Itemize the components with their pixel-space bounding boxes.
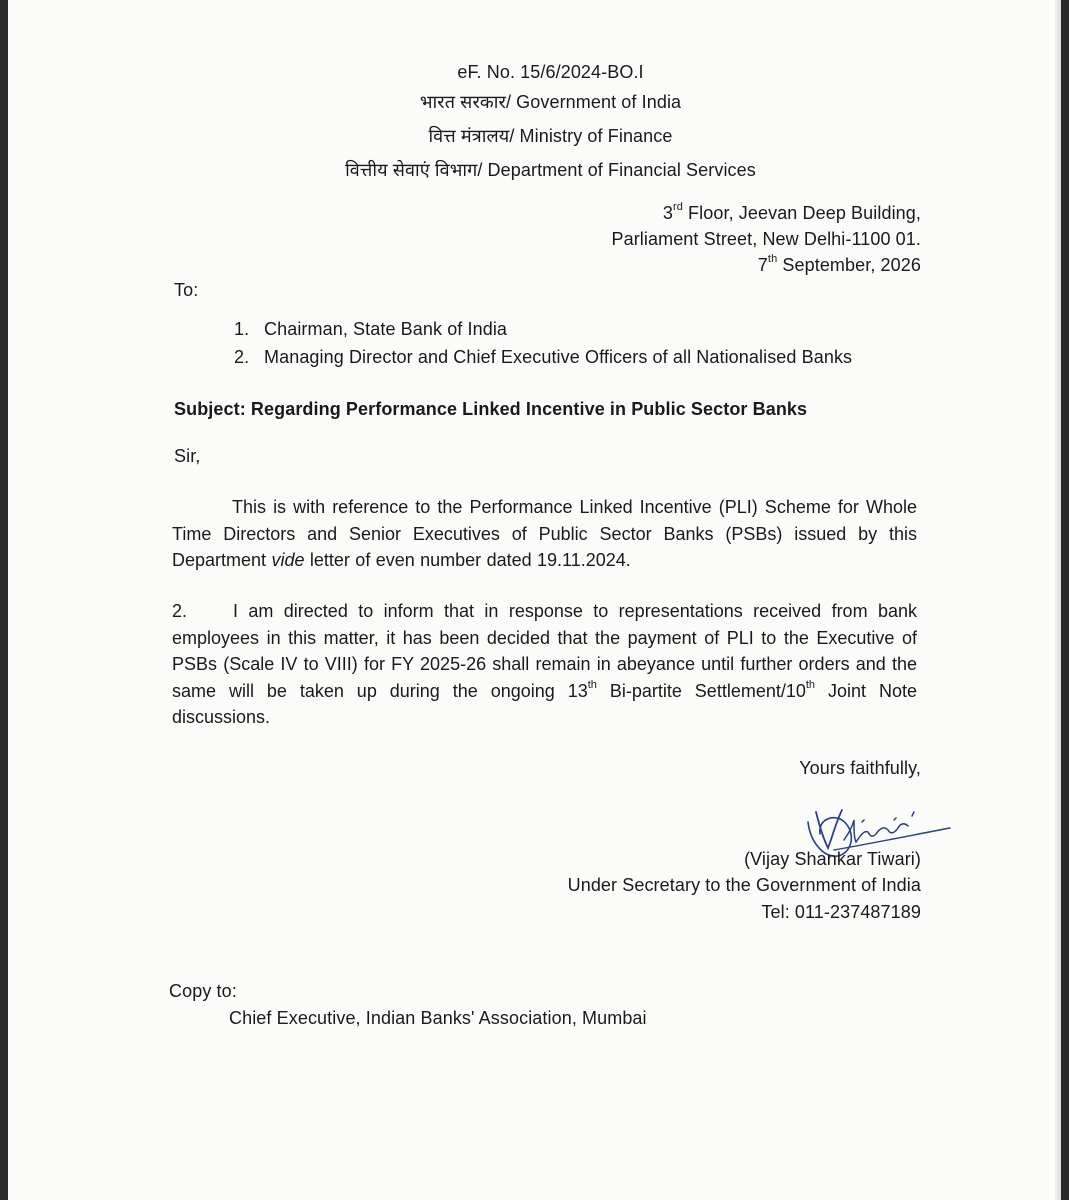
address-street: Parliament Street, New Delhi-1100 01. <box>611 229 921 249</box>
header-ministry: वित्त मंत्रालय/ Ministry of Finance <box>428 126 673 146</box>
address-floor-number: 3 <box>662 203 673 223</box>
signatory-telephone: Tel: 011-237487189 <box>761 902 921 922</box>
letter-subject: Subject: Regarding Performance Linked Incentive in Public Sector Banks <box>174 399 808 419</box>
file-number: eF. No. 15/6/2024-BO.I <box>457 62 644 82</box>
closing: Yours faithfully, <box>799 758 921 778</box>
header-government: भारत सरकार/ Government of India <box>419 92 682 112</box>
date-day: 7 <box>757 255 768 275</box>
signatory-name: (Vijay Shankar Tiwari) <box>744 849 921 869</box>
header-department: वित्तीय सेवाएं विभाग/ Department of Financial Services <box>345 160 756 180</box>
letter-page <box>8 0 1061 1200</box>
paragraph-1-text-b: letter of even number dated 19.11.2024. <box>304 550 631 570</box>
paragraph-2-text-b: Bi-partite Settlement/10 <box>596 680 806 701</box>
copy-to-recipient: Chief Executive, Indian Banks' Association, Mumbai <box>229 1008 647 1028</box>
recipient-text: Managing Director and Chief Executive Officers of all Nationalised Banks <box>264 347 853 367</box>
recipient-text: Chairman, State Bank of India <box>264 319 508 339</box>
signatory-designation: Under Secretary to the Government of India <box>567 875 921 895</box>
paragraph-2-number: 2. <box>172 601 188 621</box>
paragraph-1-vide: vide <box>271 550 305 570</box>
to-label: To: <box>174 280 199 300</box>
address-floor-suffix: rd <box>672 201 683 213</box>
address-floor <box>663 202 921 224</box>
recipient-number: 2. <box>234 347 250 367</box>
paragraph-2-suffix-1: th <box>587 678 597 691</box>
paragraph-2-text-c: Joint Note discussions. <box>172 680 917 727</box>
letter-date <box>758 254 921 276</box>
address-floor-text: Floor, Jeevan Deep Building, <box>682 203 921 223</box>
date-month-year: September, 2026 <box>777 255 921 275</box>
paragraph-2-suffix-2: th <box>805 678 816 691</box>
paragraph-1 <box>172 494 917 574</box>
date-day-suffix: th <box>767 253 778 265</box>
paragraph-1-text-a: This is with reference to the Performance Linked Incentive (PLI) Scheme for Whole Time Directors and Senior Executives of Public Sector Banks (PSBs) issued by this Department <box>172 497 917 570</box>
paragraph-2-text-a: I am directed to inform that in response to representations received from bank employees in this matter, it has been decided that the payment of PLI to the Executive of PSBs (Scale IV to VIII) for FY 2025-26 shall remain in abeyance until further orders and the same will be taken up during the ongoing 13 <box>172 601 917 701</box>
paragraph-2 <box>172 598 917 731</box>
salutation: Sir, <box>174 446 201 466</box>
copy-to-label: Copy to: <box>169 981 237 1001</box>
recipient-number: 1. <box>234 319 250 339</box>
